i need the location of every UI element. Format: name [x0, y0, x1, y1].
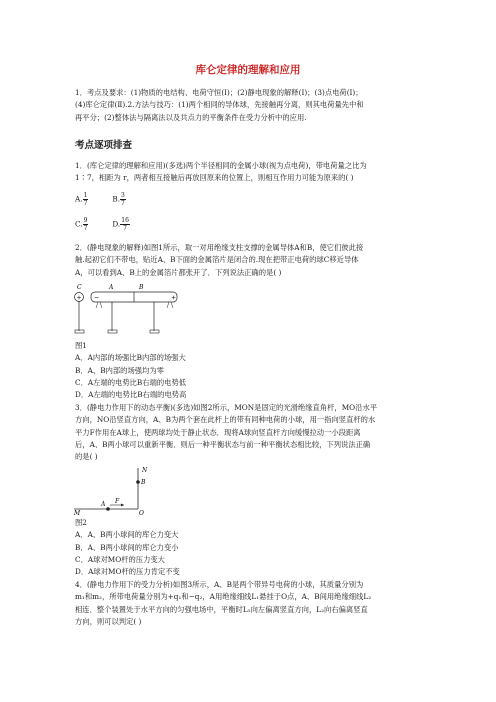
q3-option-c: C．A球对MO杆的压力变大: [75, 554, 165, 564]
q3-option-a: A．A、B两小球间的库仑力变大: [75, 530, 179, 540]
question-text: 的是( ): [75, 452, 98, 462]
question-2: [75, 242, 425, 279]
option-letter: D.: [112, 219, 121, 229]
intro-line: (4)库仑定律(Ⅱ).2.方法与技巧：(1)两个相同的导体球，先接触再分离，则其电荷量先中和: [75, 100, 364, 110]
section-heading: 考点逐项排查: [75, 140, 133, 151]
figure-2-right-angle-rod: [72, 465, 152, 515]
fraction: [120, 217, 130, 232]
question-text: 后，A、B两小球可以重新平衡．则后一种平衡状态与前一种平衡状态相比较，下列说法正确: [75, 439, 371, 449]
label-m: M: [74, 510, 81, 515]
q2-caption-and-options: [75, 340, 425, 401]
question-text: 平力F作用在A球上，使两球均处于静止状态．现将A球向竖直杆方向缓慢拉动一小段距离: [75, 427, 361, 437]
q3-option-b: B．A、B两小球间的库仑力变小: [75, 542, 179, 552]
question-text: 2．(静电现象的解释)如图1所示，取一对用绝缘支柱支撑的金属导体A和B，使它们彼此接: [75, 243, 364, 252]
ball-b: [136, 480, 140, 484]
question-text: m₁和m₂，所带电荷量分别为+q₁和−q₂，A用绝缘细线L₁悬挂于O点，A、B间用绝缘细线L₂: [75, 592, 372, 602]
foil-a: [96, 302, 102, 308]
foil-b: [167, 302, 173, 308]
question-text: 相连．整个装置处于水平方向的匀强电场中，平衡时L₁向左偏离竖直方向，L₂向右偏离竖直: [75, 604, 368, 614]
q2-option-b: B．A、B内部的场强均为零: [75, 365, 164, 375]
figure-caption: 图1: [75, 341, 87, 350]
q1-option-d: [112, 217, 147, 232]
document-title: 库仑定律的理解和应用: [195, 64, 301, 76]
question-3: [75, 402, 425, 463]
q2-option-c: C．A左端的电势比B右端的电势低: [75, 377, 187, 387]
label-a: A: [109, 284, 114, 291]
base-c: [75, 330, 84, 333]
q1-options-row-1: [75, 192, 147, 207]
q2-option-d: D．A左端的电势比B右端的电势高: [75, 390, 187, 400]
question-text: 1．(库仑定律的理解和应用)(多选)两个半径相同的金属小球(视为点电荷)，带电荷量之比为: [75, 161, 367, 170]
base-a: [108, 330, 117, 333]
option-letter: B.: [112, 194, 121, 204]
force-arrowhead: [121, 504, 124, 507]
option-letter: C.: [75, 219, 83, 229]
question-text: 1∶7，相距为 r，两者相互接触后再放回原来的位置上，则相互作用力可能为原来的( ): [75, 173, 354, 183]
denominator: 7: [83, 225, 88, 232]
ball-a: [106, 507, 110, 511]
base-b: [150, 330, 159, 333]
question-text: 4．(静电力作用下的受力分析)如图3所示，A、B是两个带异号电荷的小球，其质量分别为: [75, 580, 364, 589]
numerator: 9: [83, 217, 88, 224]
intro-block: [75, 87, 425, 124]
option-letter: A.: [75, 194, 83, 204]
question-4: [75, 579, 425, 628]
q3-option-d: D．A球对MO杆的压力肯定不变: [75, 567, 180, 577]
denominator: 7: [123, 225, 127, 232]
label-c: C: [77, 284, 82, 291]
label-f: F: [115, 498, 120, 505]
numerator: 16: [121, 217, 129, 224]
q1-options-row-2: [75, 217, 147, 232]
b-sign: +: [171, 294, 177, 302]
figure-1-conductors: [72, 281, 182, 335]
q1-option-c: [75, 217, 110, 232]
fraction: [83, 217, 89, 232]
label-o: O: [139, 510, 144, 515]
question-text: 方向，则可以判定( ): [75, 616, 142, 626]
label-n: N: [142, 467, 148, 474]
label-a: A: [101, 501, 106, 508]
intro-line: 1．考点及要求：(1)物质的电结构、电荷守恒(Ⅰ)；(2)静电现象的解释(Ⅰ)；(3)点电荷(Ⅰ)；: [75, 88, 363, 97]
label-b: B: [141, 479, 146, 486]
question-1: [75, 160, 425, 185]
figure-caption: 图2: [75, 518, 87, 527]
question-text: 触.起初它们不带电，贴近A、B下面的金属箔片是闭合的.现在把带正电荷的球C移近导体: [75, 255, 359, 265]
a-sign: −: [94, 294, 100, 302]
q1-option-b: [112, 192, 147, 207]
question-text: 3．(静电力作用下的动态平衡)(多选)如图2所示，MON是固定的光滑绝缘直角杆，MO沿水平: [75, 403, 378, 412]
q3-caption-and-options: [75, 517, 425, 578]
label-b: B: [139, 284, 144, 291]
numerator: 3: [121, 192, 125, 199]
fraction: [83, 192, 89, 207]
ball-c-sign: +: [76, 294, 82, 302]
question-text: A，可以看到A、B上的金属箔片都张开了．下列说法正确的是( ): [75, 267, 282, 277]
q1-option-a: [75, 192, 110, 207]
q2-option-a: A．A内部的场强比B内部的场强大: [75, 353, 186, 363]
fraction: [120, 192, 126, 207]
denominator: 7: [83, 200, 88, 207]
denominator: 7: [121, 200, 125, 207]
question-text: 方向，NO沿竖直方向，A、B为两个套在此杆上的带有同种电荷的小球，用一指向竖直杆的水: [75, 415, 376, 425]
numerator: 1: [83, 192, 88, 199]
intro-line: 再平分；(2)整体法与隔离法以及共点力的平衡条件在受力分析中的应用.: [75, 112, 307, 122]
